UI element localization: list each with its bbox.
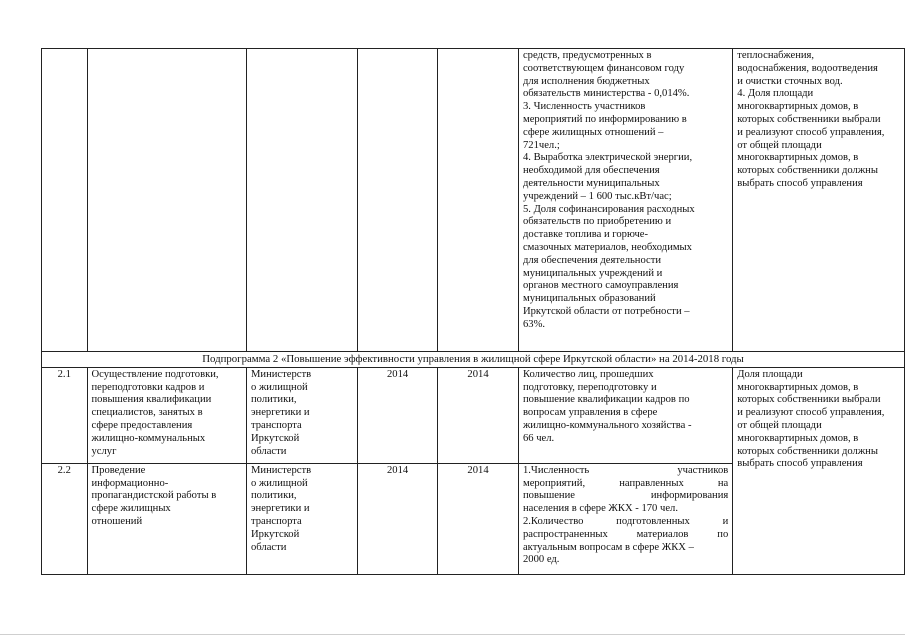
subprogram-header-row	[42, 352, 905, 368]
cell-empty	[438, 49, 519, 352]
expected-result: Доля площади многоквартирных домов, в которых собственники выбрали и реализуют способ управления, от общей площади многоквартирных домов, в которых собственники должны выбрать способ управления	[733, 367, 905, 574]
row-number: 2.2	[42, 463, 88, 574]
end-year: 2014	[438, 463, 519, 574]
start-year: 2014	[358, 367, 438, 463]
executor: Министерств о жилищной политики, энергетики и транспорта Иркутской области	[247, 463, 358, 574]
cell-results-continued: теплоснабжения, водоснабжения, водоотведения и очистки сточных вод. 4. Доля площади многоквартирных домов, в которых собственники выбрали и реализуют способ управления, от общей площади многоквартирных домов, в которых собственники должны выбрать способ управления	[733, 49, 905, 352]
cell-empty	[358, 49, 438, 352]
start-year: 2014	[358, 463, 438, 574]
cell-empty	[87, 49, 247, 352]
cell-indicators-continued: средств, предусмотренных в соответствующем финансовом году для исполнения бюджетных обязательств министерства - 0,014%. 3. Численность участников мероприятий по информированию в сфере жилищных отношений – 721чел.; 4. Выработка электрической энергии, необходимой для обеспечения деятельности муниципальных учреждений – 1 600 тыс.кВт/час; 5. Доля софинансирования расходных обязательств по приобретению и доставке топлива и горюче- смазочных материалов, необходимых для обеспечения деятельности муниципальных учреждений и органов местного самоуправления муниципальных образований Иркутской области от потребности – 63%.	[518, 49, 732, 352]
page-edge-divider	[0, 634, 905, 635]
program-table	[41, 48, 905, 575]
table-row	[42, 367, 905, 463]
activity-name: Проведение информационно- пропагандистской работы в сфере жилищных отношений	[87, 463, 247, 574]
activity-name: Осуществление подготовки, переподготовки кадров и повышения квалификации специалистов, занятых в сфере предоставления жилищно-коммунальных услуг	[87, 367, 247, 463]
end-year: 2014	[438, 367, 519, 463]
table-row-continued	[42, 49, 905, 352]
row-number: 2.1	[42, 367, 88, 463]
cell-empty	[42, 49, 88, 352]
executor: Министерств о жилищной политики, энергетики и транспорта Иркутской области	[247, 367, 358, 463]
cell-empty	[247, 49, 358, 352]
indicator: Количество лиц, прошедших подготовку, переподготовку и повышение квалификации кадров по вопросам управления в сфере жилищно-коммунального хозяйства - 66 чел.	[518, 367, 732, 463]
subprogram-title: Подпрограмма 2 «Повышение эффективности управления в жилищной сфере Иркутской области» на 2014-2018 годы	[42, 352, 905, 368]
indicator: 1.Численность участников мероприятий, направленных на повышение информирования населения в сфере ЖКХ - 170 чел. 2.Количество подготовленных и распространенных материалов по актуальным вопросам в сфере ЖКХ – 2000 ед.	[518, 463, 732, 574]
